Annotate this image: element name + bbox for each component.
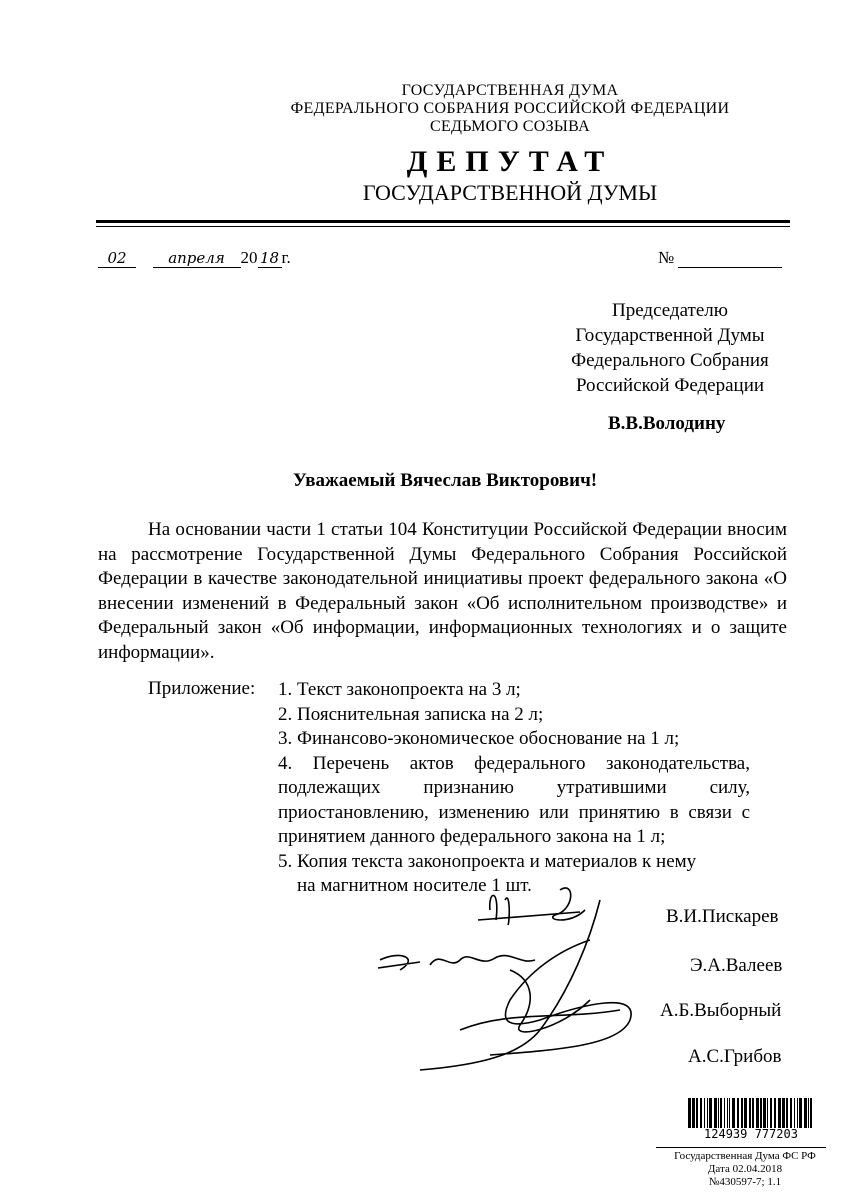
signatory-name: А.Б.Выборный — [660, 1000, 782, 1021]
barcode-bar — [760, 1098, 762, 1128]
signatory-name: А.С.Грибов — [688, 1046, 782, 1067]
barcode-bar — [797, 1098, 798, 1128]
barcode-bar — [756, 1098, 759, 1128]
date-month: апреля — [153, 249, 241, 268]
barcode-bar — [718, 1098, 719, 1128]
barcode-bar — [763, 1098, 766, 1128]
attachment-item: 1. Текст законопроекта на 3 л; — [278, 679, 521, 700]
barcode-bar — [720, 1098, 722, 1128]
barcode-bar — [752, 1098, 754, 1128]
attachments-label: Приложение: — [148, 678, 256, 699]
stamp-rule — [656, 1147, 826, 1148]
addressee-block — [520, 298, 820, 398]
attachment-item: 2. Пояснительная записка на 2 л; — [278, 703, 544, 725]
barcode-bar — [782, 1098, 785, 1128]
handwritten-signatures — [360, 880, 660, 1090]
barcode-bar — [688, 1098, 691, 1128]
barcode-bar — [804, 1098, 807, 1128]
stamp-org: Государственная Дума ФС РФ — [674, 1150, 816, 1162]
barcode-bar — [794, 1098, 795, 1128]
date-day: 02 — [98, 249, 136, 268]
barcode-bar — [729, 1098, 730, 1128]
barcode-bar — [786, 1098, 788, 1128]
barcode-bar — [810, 1098, 812, 1128]
attachment-item: 5. Копия текста законопроекта и материалов к нему — [278, 850, 697, 872]
barcode-bar — [727, 1098, 728, 1128]
barcode-bar — [692, 1098, 695, 1128]
barcode-bar — [808, 1098, 809, 1128]
attachment-item: 4. Перечень актов федерального законодательства, подлежащих признанию утратившими силу, приостановлению, изменению или принятию в связи с принятием данного федерального закона на 1 л; — [278, 752, 750, 847]
barcode-bar — [724, 1098, 725, 1128]
header-rule-thick — [96, 220, 790, 223]
header-rule-thin — [96, 226, 790, 227]
barcode-bar — [700, 1098, 702, 1128]
barcode-bar — [790, 1098, 792, 1128]
header-line-3: СЕДЬМОГО СОЗЫВА — [429, 118, 590, 135]
barcode-bar — [741, 1098, 743, 1128]
barcode-bar — [774, 1098, 776, 1128]
barcode-bar — [767, 1098, 768, 1128]
letter-body — [98, 518, 787, 665]
stamp-date: Дата 02.04.2018 — [707, 1163, 783, 1175]
signatory-name: В.И.Пискарев — [666, 906, 779, 927]
addressee-name: В.В.Володину — [608, 413, 726, 434]
barcode — [686, 1098, 816, 1128]
barcode-bar — [709, 1098, 712, 1128]
signatory-name: Э.А.Валеев — [690, 955, 783, 976]
date-year-prefix: 20 — [240, 248, 258, 267]
addressee-line: Государственной Думы — [575, 325, 765, 346]
barcode-bar — [749, 1098, 751, 1128]
date-g: г. — [281, 248, 291, 267]
barcode-bar — [696, 1098, 698, 1128]
barcode-bar — [732, 1098, 735, 1128]
barcode-bar — [778, 1098, 781, 1128]
attachment-item: 3. Финансово-экономическое обоснование на 1 л; — [278, 728, 680, 749]
body-paragraph: На основании части 1 статьи 104 Конституции Российской Федерации вносим на рассмотрение Государственной Думы Федерального Собрания Российской Федерации в качестве законодательной инициативы проект федерального закона «О внесении изменений в Федеральный закон «Об исполнительном производстве» и Федеральный закон «Об информации, информационных технологиях и о защите информации». — [98, 519, 787, 663]
barcode-number: 124939 777203 — [704, 1127, 798, 1141]
addressee-line: Федерального Собрания — [571, 350, 769, 371]
attachment-item: на магнитном носителе 1 шт. — [297, 875, 532, 896]
date-year-suffix: 18 — [258, 249, 282, 268]
barcode-bar — [737, 1098, 739, 1128]
date-line — [98, 248, 291, 268]
salutation: Уважаемый Вячеслав Викторович! — [292, 470, 598, 491]
barcode-bar — [770, 1098, 772, 1128]
letterhead-title: ДЕПУТАТ — [406, 145, 614, 178]
addressee-line: Председателю — [612, 300, 728, 321]
header-line-1: ГОСУДАРСТВЕННАЯ ДУМА — [401, 82, 619, 99]
barcode-bar — [707, 1098, 708, 1128]
header-line-2: ФЕДЕРАЛЬНОГО СОБРАНИЯ РОССИЙСКОЙ ФЕДЕРАЦИИ — [290, 100, 730, 117]
barcode-bar — [799, 1098, 802, 1128]
addressee-line: Российской Федерации — [575, 375, 765, 396]
barcode-bar — [704, 1098, 705, 1128]
stamp-reg-number: №430597-7; 1.1 — [708, 1176, 782, 1188]
barcode-bar — [714, 1098, 717, 1128]
attachments-list — [278, 678, 750, 899]
number-field — [658, 248, 782, 268]
barcode-bar — [744, 1098, 747, 1128]
letterhead-subtitle: ГОСУДАРСТВЕННОЙ ДУМЫ — [362, 180, 658, 205]
registration-stamp — [660, 1150, 830, 1189]
number-label: № — [658, 248, 675, 267]
